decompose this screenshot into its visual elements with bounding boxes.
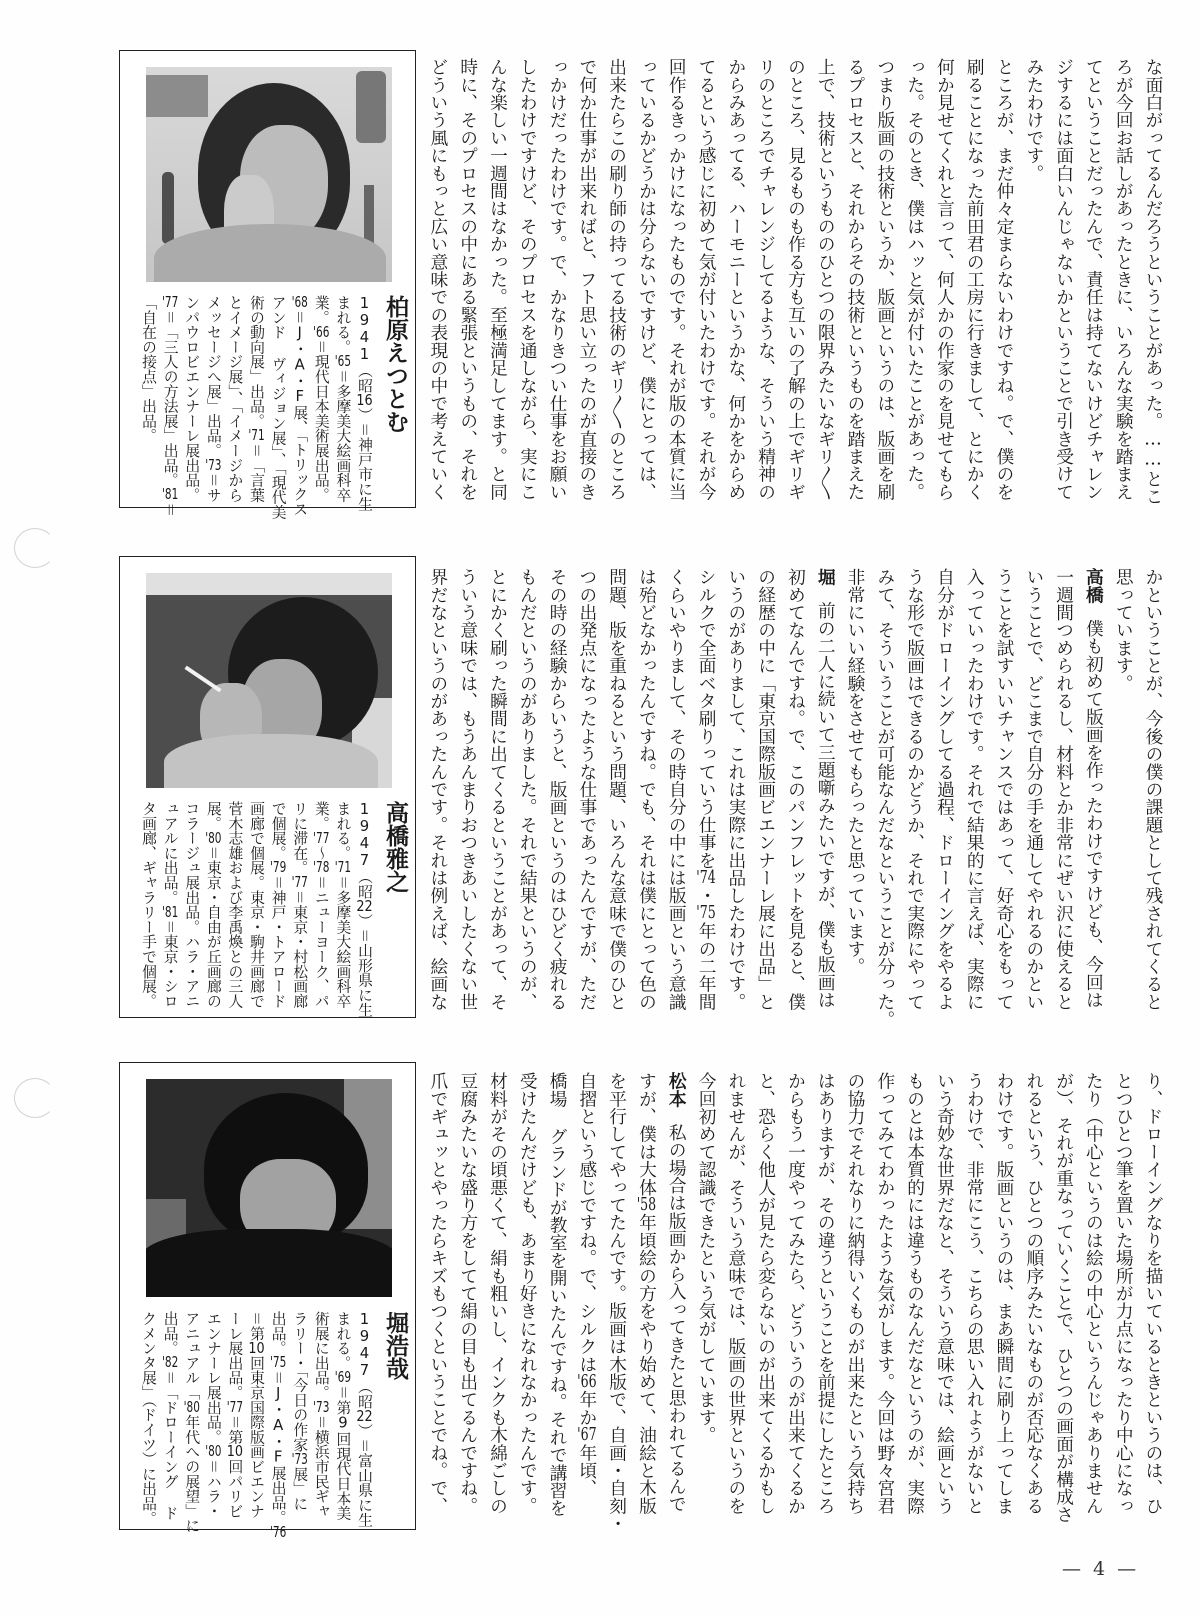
bio-line: エンナーレ展出品。'80＝ハラ・ [204,1311,222,1519]
text-column: 自摺という感じですね。で、シルクは'66年か'67年頃、 [576,1072,597,1497]
bio-line: 業。'77〜'78＝ニューヨーク、パ [312,801,330,1009]
photo-shelf-shape [146,75,208,117]
bio-line: タ画廊、ギャラリー手で個展。 [140,801,158,1009]
text-column: 受けたんだけども、あまり好きになれなかったんです。 [517,1072,538,1515]
bio-line: ＝第10回東京国際版画ビエンナ [248,1311,266,1519]
text-column: 上で、技術というもののひとつの限界みたいなギリ〱 [815,58,836,501]
text-column: てるという感じに初めて気が付いたわけです。それが今 [696,58,717,501]
article-text-section-3 [422,1072,1167,1533]
profile-box-takahashi [119,556,416,1018]
text-column: ういう意味では、もうあんまりおつきあいしたくない世 [457,568,478,1011]
text-column: かということが、今後の僕の課題として残されてくると [1143,568,1163,1011]
text-column: 橋場 グランドが教室を開いたんですね。それで講習を [547,1072,568,1517]
text-column: れませんが、そういう意味では、版画の世界というのを [725,1072,746,1515]
text-column: 何か見せてくれと言って、何人かの作家のを見せてもら [934,58,955,501]
profile-name: 柏原えつとむ [382,295,408,433]
photo-background-shape [146,573,392,595]
bio-line: '77＝「三人の方法展」出品。'81＝ [161,295,179,518]
text-column: たり（中心というのは絵の中心というんじゃありません [1083,1072,1104,1515]
text-column: 時に、そのプロセスの中にある緊張というもの、それを [457,58,478,501]
speaker-name: 高橋 [1083,568,1104,604]
text-column: と、恐らく他人が見たら変らないのが出来てくるかもし [755,1072,776,1515]
profile-bio [137,1311,409,1540]
text-column: からみあってる、ハーモニーというかな、何かをからめ [725,58,746,501]
text-column: いうのがありまして、これは実際に出品したわけです。 [725,568,746,1011]
text-column: リのところでチャレンジしてるような、そういう精神の [755,58,776,501]
text-column: シルクで全面ベタ刷りっていう仕事を'74・'75年の二年間 [696,568,717,1011]
text-column: みたわけです。 [1023,58,1044,182]
bio-line: アニュアル「'80年代への展望」に [183,1311,201,1534]
photo-object-shape [356,71,386,143]
speech-text: 前の二人に続いて三題噺みたいですが、僕も版画は [815,601,836,1009]
bio-line: クメンタ展」（ドイツ）に出品。 [140,1311,158,1526]
text-column: その時の経験からいうと、版画というのはひどく疲れる [547,568,568,1011]
bio-line: リに滞在。'77＝東京・村松画廊 [291,801,309,1009]
text-column-speaker [809,568,839,1013]
bio-line: ラリー・「今日の作家'73展」に [291,1311,309,1511]
text-column: るプロセスと、それからその技術というものを踏まえた [845,58,866,501]
text-column: 豆腐みたいな盛り方をしてて絹の目も出てるんですね。 [457,1072,478,1515]
binder-hole-mark [14,1078,56,1118]
portrait-photo [146,1079,392,1297]
bio-line: '68＝J・A・F展、「トリックス [291,295,309,517]
text-column: 出来たらこの刷り師の持ってる技術のギリ〱のところ [606,58,627,501]
bio-line: で個展。'79＝神戸・トアロード [269,801,287,1009]
text-column: 回作るきっかけになったものです。それが版の本質に当 [666,58,687,501]
profile-box-kashihara [119,50,416,520]
text-column: ものとは本質的には違うものなんだなというのが、実際 [904,1072,925,1515]
text-column: ジするには面白いんじゃないかということで引き受けて [1053,58,1074,501]
text-column: は殆どなかったんですね。でも、それは僕にとって色の [636,568,657,1011]
text-column: わけです。版画というのは、まあ瞬間に刷り上ってしま [994,1072,1015,1515]
text-column: 爪でギュッとやったらキズもつくということでね。で、 [427,1072,448,1515]
text-column: てということだったんで、責任は持てないけどチャレン [1083,58,1104,501]
bio-line: アンド ヴィジョン展」、「現代美 [269,295,287,520]
photo-cigarette-shape [184,666,221,693]
text-column: 初めてなんですね。で、このパンフレットを見ると、僕 [785,568,806,1011]
page-number: — 4 — [1062,1558,1140,1580]
text-column: とにかく刷った瞬間に出てくるということがあって、そ [487,568,508,1011]
bio-line: 1947（昭22）＝山形県に生 [356,801,373,1018]
text-column: ところが、まだ仲々定まらないわけですね。で、僕のを [994,58,1015,501]
bio-line: 出品。'75＝J・A・F展出品。'76 [269,1311,287,1540]
portrait-photo [146,573,392,788]
text-column: みて、そういうことが可能なんだなということが分った。 [874,568,895,1029]
bio-line: まれる。'69＝第9回現代日本美 [334,1311,352,1521]
bio-line: 1941（昭16）＝神戸市に生 [356,295,373,512]
article-text-section-1 [422,58,1167,506]
text-column: くらいやりまして、その時自分の中には版画という意識 [666,568,687,1011]
text-column: 非常にいい経験をさせてもらったと思っています。 [845,568,866,976]
text-column: れるという、ひとつの順序みたいなものが否応なくある [1023,1072,1044,1515]
text-column: いうことで、どこまで自分の手を通してやれるのかとい [1023,568,1044,1011]
text-column: な面白がってるんだろうということがあった。……とこ [1143,58,1163,506]
text-column: った。そのとき、僕はハッと気が付いたことがあった。 [904,58,925,501]
profile-name: 高橋雅之 [382,801,408,893]
bio-line: 画廊で個展。東京・駒井画廊で [248,801,266,1009]
text-column: 作ってみてわかったような気がします。今回は野々宮君 [874,1072,895,1515]
text-column: 問題、版を重ねるという問題、いろんな意味で僕のひと [606,568,627,1011]
text-column: の協力でそれなりに納得いくものが出来たという気持ち [845,1072,866,1515]
text-column: 一週間つめられるし、材料とか非常にぜい沢に使えると [1053,568,1074,1011]
text-column: 材料がその頃悪くて、絹も粗いし、インクも木綿ごしの [487,1072,508,1515]
photo-sweater-shape [146,1229,392,1297]
text-column: 自分がドローイングしてる過程、ドローイングをやるよ [934,568,955,1011]
bio-line: 出品。'82＝「ドローイング ド [161,1311,179,1521]
text-column: したわけですけど、そのプロセスを通しながら、実にこ [517,58,538,501]
speech-text: 私の場合は版画から入ってきたと思われてるんで [666,1123,687,1513]
bio-line: ュアルに出品。'81＝東京・シロ [161,801,179,1009]
profile-name: 堀浩哉 [382,1311,408,1380]
text-column: ろが今回お話しがあったときに、いろんな実験を踏まえ [1113,58,1134,501]
text-column: で何か仕事が出来ればと、フト思い立ったのが直接のき [576,58,597,501]
text-column: すが、僕は大体'58年頃絵の方をやり始めて、油絵と木版 [636,1072,657,1515]
bio-line: 「自在の接点」出品。 [140,295,158,443]
bio-line: 術の動向展」出品。'71＝「言葉 [248,295,266,503]
photo-sweater-shape [154,224,386,282]
bio-line: 菅木志雄および李禹煥との三人 [226,801,244,1009]
text-column: っかけだったわけです。で、かなりきつい仕事をお願い [547,58,568,501]
text-column: の経歴の中に「東京国際版画ビエンナーレ展に出品」と [755,568,776,1011]
text-column: もんだというのがありました。それで結果というのが、 [517,568,538,1011]
text-column: どういう風にもっと広い意味での表現の中で考えていく [427,58,448,501]
speech-text: 僕も初めて版画を作ったわけですけども、今回は [1083,619,1104,1009]
text-column: 思っています。 [1113,568,1134,692]
text-column: とつひとつ筆を置いた場所が力点になったり中心になっ [1113,1072,1134,1515]
text-column: っているかどうかは分らないですけど、僕にとっては、 [636,58,657,501]
speaker-name: 堀 [815,568,836,586]
binder-hole-mark [14,528,56,568]
text-column: つまり版画の技術というか、版画というのは、版画を刷 [874,58,895,501]
text-column: 今回初めて認識できたという気がしています。 [696,1072,717,1444]
bio-line: 術展に出品。'73＝横浜市民ギャ [312,1311,330,1519]
article-text-section-2 [422,568,1167,1029]
profile-box-hori [119,1062,416,1540]
text-column: のところ、見るものも作る方も互いの了解の上でギリギ [785,58,806,501]
bio-line: ンパウロビエンナーレ展出品。 [183,295,201,503]
portrait-photo [146,67,392,282]
text-column: が）、それが重なっていくことで、ひとつの画面が構成さ [1053,1072,1074,1524]
text-column: はありますが、その違うということを前提にしたところ [815,1072,836,1515]
photo-object-shape [364,185,374,245]
photo-sweater-shape [164,734,378,788]
text-column: 刷ることになった前田君の工房に行きまして、とにかく [964,58,985,501]
bio-line: まれる。'71＝多摩美大絵画科卒 [334,801,352,1009]
text-column-speaker [660,1072,690,1517]
text-column: 入っていったわけです。それで結果的に言えば、実際に [964,568,985,1011]
bio-line: 1947（昭22）＝富山県に生 [356,1311,373,1528]
profile-bio [137,295,409,519]
profile-bio [137,801,409,1017]
text-column-speaker [1078,568,1108,1013]
bio-line: コラージュ展出品。ハラ・アニ [183,801,201,1009]
bio-line: まれる。'65＝多摩美大絵画科卒 [334,295,352,503]
text-column: つの出発点になったような仕事であったんですが、ただ [576,568,597,1011]
text-column: いう奇妙な世界だなと、そういう意味では、絵画という [934,1072,955,1515]
text-column: からもう一度やってみたら、どういうのが出来てくるか [785,1072,806,1515]
bio-line: 業。'66＝現代日本美術展出品。 [312,295,330,503]
photo-object-shape [162,172,174,244]
text-column: うな形で版画はできるのかどうか、それで実際にやって [904,568,925,1011]
bio-line: とイメージ展」、「イメージから [226,295,244,503]
text-column: り、ドローイングなりを描いているときというのは、ひ [1143,1072,1163,1515]
text-column: を平行してやってたんです。版画は木版で、自画・自刻・ [606,1072,627,1533]
speaker-name: 松本 [666,1072,687,1108]
text-column: んな楽しい一週間はなかった。至極満足してます。と同 [487,58,508,501]
text-column: うことを試すいいチャンスではあって、好奇心をもって [994,568,1015,1011]
bio-line: ーレ展出品。'77＝第10回パリビ [226,1311,244,1519]
bio-line: 展。'80＝東京・自由が丘画廊の [204,801,222,1009]
text-column: うわけで、非常にこう、こちらの思い入れようがないと [964,1072,985,1515]
text-column: 界だなというのがあったんです。それは例えば、絵画な [427,568,448,1011]
bio-line: メッセージへ展」出品。'73＝サ [204,295,222,503]
